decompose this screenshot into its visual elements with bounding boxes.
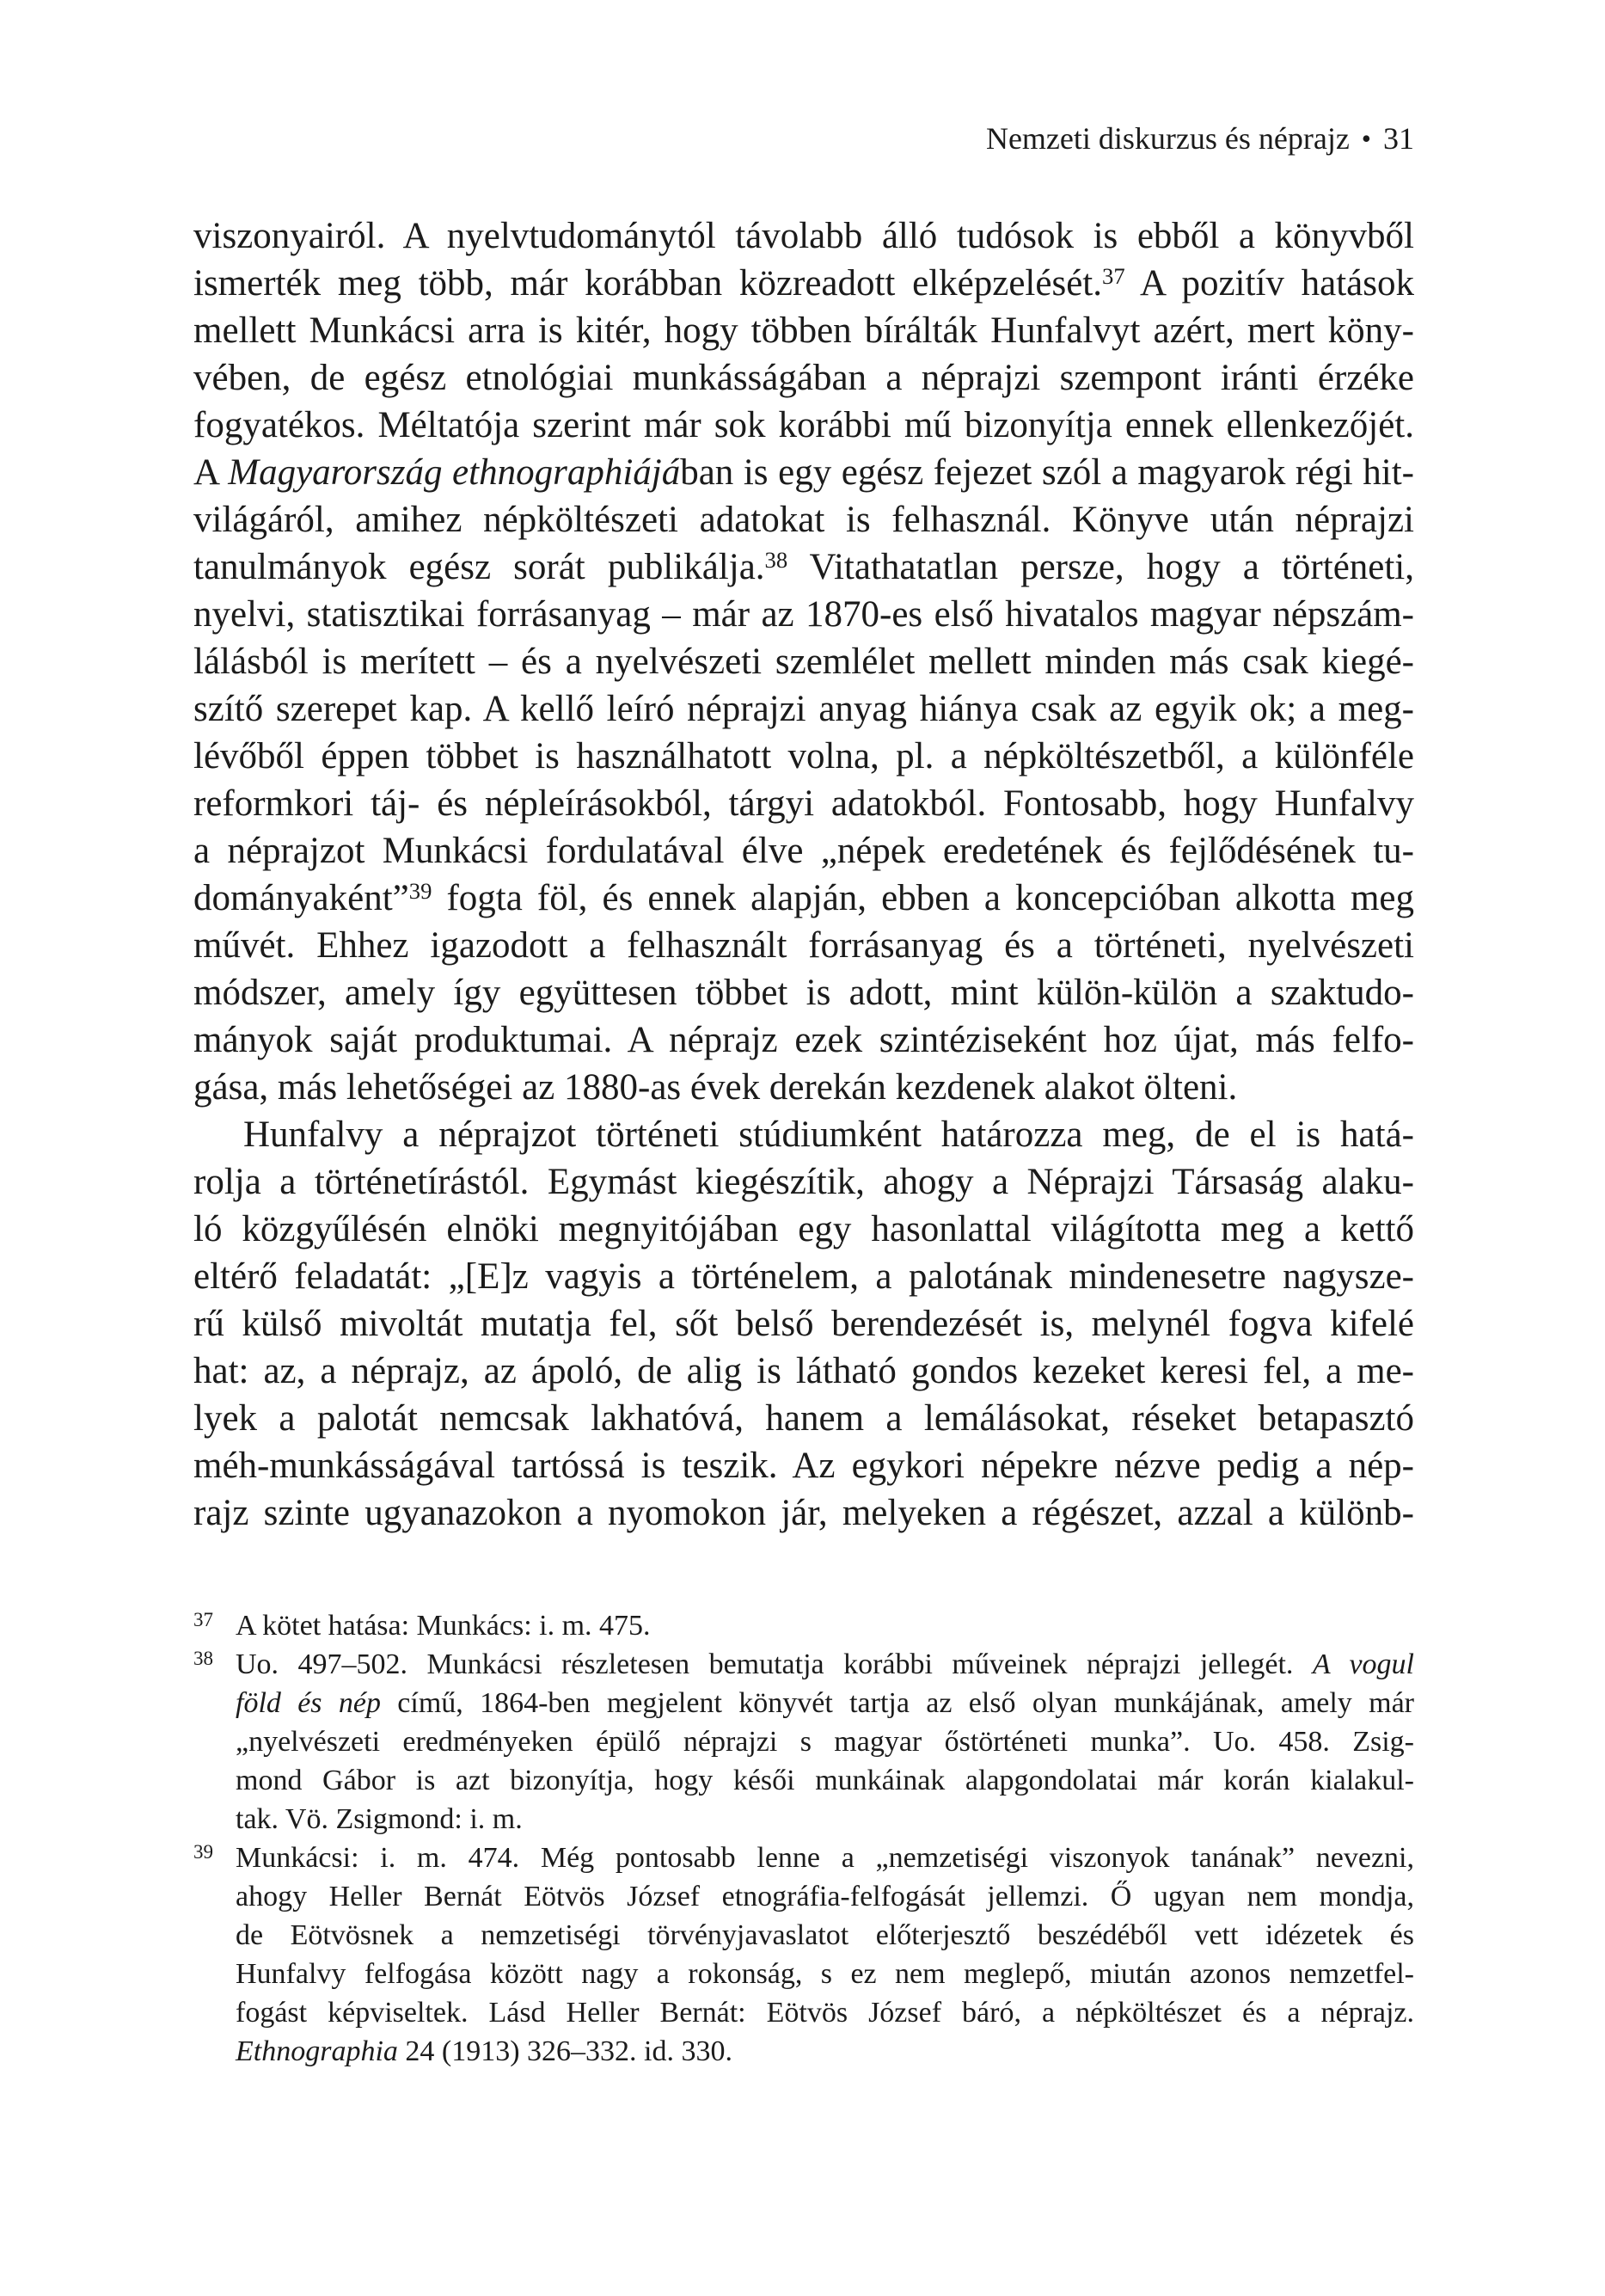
paragraph bbox=[193, 1111, 1414, 1537]
text-line: rolja a történetírástól. Egymást kiegészítik, ahogy a Néprajzi Társaság alaku- bbox=[193, 1162, 1414, 1202]
footnote-reference: 37 bbox=[1101, 263, 1125, 290]
text-line: gása, más lehetőségei az 1880-as évek derekán kezdenek alakot ölteni. bbox=[193, 1067, 1238, 1108]
footnote-line: mond Gábor is azt bizonyítja, hogy késői munkáinak alapgondolatai már korán kialakul- bbox=[236, 1765, 1414, 1796]
footnote-line: föld és nép című, 1864-ben megjelent könyvét tartja az első olyan munkájának, amely már bbox=[236, 1687, 1414, 1719]
footnote bbox=[193, 1839, 1414, 2071]
footnote-line: fogást képviseltek. Lásd Heller Bernát: Eötvös József báró, a népköltészet és a néprajz. bbox=[236, 1997, 1414, 2029]
footnote-line: A kötet hatása: Munkács: i. m. 475. bbox=[236, 1610, 651, 1642]
text-line: lévőből éppen többet is használhatott volna, pl. a népköltészetből, a különféle bbox=[193, 736, 1414, 777]
footnote-number: 38 bbox=[193, 1648, 213, 1669]
page-header bbox=[193, 119, 1414, 158]
text-line: méh-munkásságával tartóssá is teszik. Az egykori népekre nézve pedig a nép- bbox=[193, 1446, 1414, 1486]
text-line: A Magyarország ethnographiájában is egy egész fejezet szól a magyarok régi hit- bbox=[193, 452, 1415, 493]
footnote-reference: 39 bbox=[408, 878, 432, 905]
footnote-number: 39 bbox=[193, 1841, 213, 1863]
text-line: ismerték meg több, már korábban közreadott elképzelését.$^{37}$ A pozitív hatások bbox=[193, 263, 1414, 304]
text-line: tanulmányok egész sorát publikálja.$^{38}$ Vitathatatlan persze, hogy a történeti, bbox=[193, 547, 1415, 587]
text-line: dományaként”$^{39}$ fogta föl, és ennek alapján, ebben a koncepcióban alkotta meg bbox=[193, 878, 1414, 918]
text-line: a néprajzot Munkácsi fordulatával élve „népek eredetének és fejlődésének tu- bbox=[193, 831, 1414, 871]
footnote-line: Uo. 497–502. Munkácsi részletesen bemutatja korábbi műveinek néprajzi jellegét. A vogul bbox=[236, 1648, 1414, 1680]
text-line: fogyatékos. Méltatója szerint már sok korábbi mű bizonyítja ennek ellenkezőjét. bbox=[193, 405, 1414, 445]
text-line: reformkori táj- és népleírásokból, tárgyi adatokból. Fontosabb, hogy Hunfalvy bbox=[193, 783, 1414, 824]
text-line: vében, de egész etnológiai munkásságában a néprajzi szempont iránti érzéke bbox=[193, 358, 1414, 398]
text-line: szítő szerepet kap. A kellő leíró néprajzi anyag hiánya csak az egyik ok; a meg- bbox=[193, 689, 1414, 729]
chapter-title: Nemzeti diskurzus és néprajz bbox=[985, 121, 1350, 156]
footnotes bbox=[193, 1606, 1414, 2071]
footnote-line: tak. Vö. Zsigmond: i. m. bbox=[236, 1803, 523, 1835]
text-line: mányok saját produktumai. A néprajz ezek szintéziseként hoz újat, más felfo- bbox=[193, 1020, 1414, 1060]
paragraph bbox=[193, 212, 1414, 1111]
footnote-line: de Eötvösnek a nemzetiségi törvényjavaslatot előterjesztő beszédéből vett idézetek és bbox=[236, 1919, 1414, 1951]
text-line: művét. Ehhez igazodott a felhasznált forrásanyag és a történeti, nyelvészeti bbox=[193, 925, 1414, 966]
text-line: rajz szinte ugyanazokon a nyomokon jár, melyeken a régészet, azzal a különb- bbox=[193, 1493, 1414, 1533]
footnote-line: Munkácsi: i. m. 474. Még pontosabb lenne a „nemzetiségi viszonyok tanának” nevezni, bbox=[236, 1842, 1414, 1874]
text-line: rű külső mivoltát mutatja fel, sőt belső berendezését is, melynél fogva kifelé bbox=[193, 1304, 1414, 1344]
text-line: ló közgyűlésén elnöki megnyitójában egy hasonlattal világította meg a kettő bbox=[193, 1209, 1414, 1249]
text-line: hat: az, a néprajz, az ápoló, de alig is látható gondos kezeket keresi fel, a me- bbox=[193, 1351, 1414, 1391]
footnote-line: Hunfalvy felfogása között nagy a rokonság, s ez nem meglepő, miután azonos nemzetfel- bbox=[236, 1958, 1414, 1990]
footnote bbox=[193, 1645, 1414, 1839]
text-line: viszonyairól. A nyelvtudománytól távolabb álló tudósok is ebből a könyvből bbox=[193, 216, 1414, 256]
text-line: módszer, amely így együttesen többet is adott, mint külön-külön a szaktudo- bbox=[193, 973, 1414, 1013]
text-line: mellett Munkácsi arra is kitér, hogy többen bírálták Hunfalvyt azért, mert köny- bbox=[193, 310, 1414, 351]
footnote-reference: 38 bbox=[764, 547, 788, 574]
text-line: lyek a palotát nemcsak lakhatóvá, hanem a lemálásokat, réseket betapasztó bbox=[193, 1398, 1414, 1439]
body-text bbox=[193, 212, 1414, 1537]
text-line: lálásból is merített – és a nyelvészeti szemlélet mellett minden más csak kiegé- bbox=[193, 642, 1414, 682]
footnote-number: 37 bbox=[193, 1609, 213, 1630]
footnote-line: Ethnographia 24 (1913) 326–332. id. 330. bbox=[236, 2035, 732, 2067]
text-line: világáról, amihez népköltészeti adatokat is felhasznál. Könyve után néprajzi bbox=[193, 500, 1414, 540]
footnote-line: ahogy Heller Bernát Eötvös József etnográfia-felfogását jellemzi. Ő ugyan nem mondja, bbox=[236, 1881, 1414, 1912]
header-bullet: • bbox=[1361, 123, 1371, 154]
text-line: Hunfalvy a néprajzot történeti stúdiumként határozza meg, de el is hatá- bbox=[243, 1114, 1414, 1155]
page-number: 31 bbox=[1383, 121, 1414, 156]
text-line: eltérő feladatát: „[E]z vagyis a történelem, a palotának mindenesetre nagysze- bbox=[193, 1256, 1414, 1297]
text-line: nyelvi, statisztikai forrásanyag – már az 1870-es első hivatalos magyar népszám- bbox=[193, 594, 1414, 635]
footnote bbox=[193, 1606, 1414, 1645]
footnote-line: „nyelvészeti eredményeken épülő néprajzi s magyar őstörténeti munka”. Uo. 458. Zsig- bbox=[236, 1726, 1414, 1758]
